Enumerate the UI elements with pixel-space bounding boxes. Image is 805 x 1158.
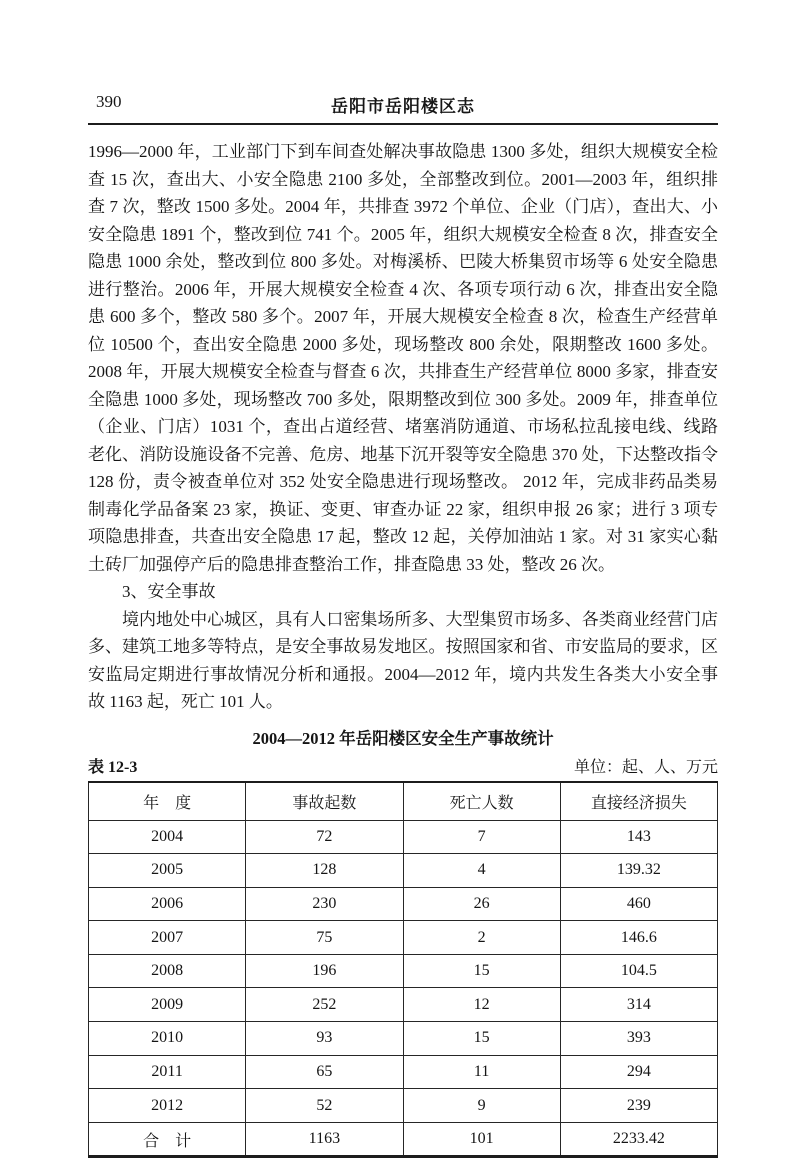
table-row xyxy=(89,820,718,854)
table-cell: 2 xyxy=(403,921,560,955)
page-number: 390 xyxy=(96,92,122,112)
table-cell: 294 xyxy=(560,1055,717,1089)
table-cell: 314 xyxy=(560,988,717,1022)
column-header: 死亡人数 xyxy=(403,782,560,821)
table-cell: 2007 xyxy=(89,921,246,955)
table-cell: 52 xyxy=(246,1089,403,1123)
paragraph: 境内地处中心城区，具有人口密集场所多、大型集贸市场多、各类商业经营门店多、建筑工地多等特点，是安全事故易发地区。按照国家和省、市安监局的要求，区安监局定期进行事故情况分析和通报。2004—2012 年，境内共发生各类大小安全事故 1163 起，死亡 101 人。 xyxy=(88,606,718,716)
table-cell: 1163 xyxy=(246,1122,403,1157)
table-cell: 139.32 xyxy=(560,854,717,888)
table-cell: 2011 xyxy=(89,1055,246,1089)
table-cell: 2009 xyxy=(89,988,246,1022)
table-cell: 143 xyxy=(560,820,717,854)
table-cell: 196 xyxy=(246,954,403,988)
table-row xyxy=(89,921,718,955)
page-content xyxy=(88,92,718,1158)
table-cell: 93 xyxy=(246,1022,403,1056)
table-cell: 72 xyxy=(246,820,403,854)
table-header-row xyxy=(89,782,718,821)
table-row xyxy=(89,988,718,1022)
table-cell: 合 计 xyxy=(89,1122,246,1157)
running-head xyxy=(88,92,718,125)
table-cell: 75 xyxy=(246,921,403,955)
table-cell: 4 xyxy=(403,854,560,888)
table-cell: 12 xyxy=(403,988,560,1022)
table-row xyxy=(89,854,718,888)
table-cell: 460 xyxy=(560,887,717,921)
section-heading: 3、安全事故 xyxy=(88,578,718,606)
total-row xyxy=(89,1122,718,1157)
table-cell: 146.6 xyxy=(560,921,717,955)
body-text xyxy=(88,138,718,716)
table-cell: 2008 xyxy=(89,954,246,988)
table-row xyxy=(89,1055,718,1089)
table-row xyxy=(89,954,718,988)
paragraph: 1996—2000 年，工业部门下到车间查处解决事故隐患 1300 多处，组织大规模安全检查 15 次，查出大、小安全隐患 2100 多处，全部整改到位。2001—2003 年，组织排查 7 次，整改 1500 多处。2004 年，共排查 3972 个单位、企业（门店），查出大、小安全隐患 1891 个，整改到位 741 个。2005 年，组织大规模安全检查 8 次，排查安全隐患 1000 余处，整改到位 800 多处。对梅溪桥、巴陵大桥集贸市场等 6 处安全隐患进行整治。2006 年，开展大规模安全检查 4 次、各项专项行动 6 次，排查出安全隐患 600 多个，整改 580 多个。2007 年，开展大规模安全检查 8 次，检查生产经营单位 10500 个，查出安全隐患 2000 多处，现场整改 800 余处，限期整改 1600 多处。2008 年，开展大规模安全检查与督查 6 次，共排查生产经营单位 8000 多家，排查安全隐患 1000 多处，现场整改 700 多处，限期整改到位 300 多处。2009 年，排查单位（企业、门店）1031 个，查出占道经营、堵塞消防通道、市场私拉乱接电线、线路老化、消防设施设备不完善、危房、地基下沉开裂等安全隐患 370 处，下达整改指令 128 份，责令被查单位对 352 处安全隐患进行现场整改。 2012 年，完成非药品类易制毒化学品备案 23 家，换证、变更、审查办证 22 家，组织申报 26 家；进行 3 项专项隐患排查，共查出安全隐患 17 起，整改 12 起，关停加油站 1 家。对 31 家实心黏土砖厂加强停产后的隐患排查整治工作，排查隐患 33 处，整改 26 次。 xyxy=(88,138,718,578)
table-cell: 9 xyxy=(403,1089,560,1123)
stats-table xyxy=(88,781,718,1158)
table-unit: 单位：起、人、万元 xyxy=(574,754,718,777)
book-title: 岳阳市岳阳楼区志 xyxy=(88,92,718,117)
table-label: 表 12-3 xyxy=(88,754,137,777)
table-cell: 104.5 xyxy=(560,954,717,988)
table-cell: 2004 xyxy=(89,820,246,854)
table-cell: 252 xyxy=(246,988,403,1022)
column-header: 直接经济损失 xyxy=(560,782,717,821)
table-cell: 2012 xyxy=(89,1089,246,1123)
table-cell: 2233.42 xyxy=(560,1122,717,1157)
table-cell: 393 xyxy=(560,1022,717,1056)
table-cell: 239 xyxy=(560,1089,717,1123)
table-cell: 2006 xyxy=(89,887,246,921)
table-cell: 7 xyxy=(403,820,560,854)
table-cell: 230 xyxy=(246,887,403,921)
table-cell: 2010 xyxy=(89,1022,246,1056)
table-row xyxy=(89,1022,718,1056)
table-cell: 65 xyxy=(246,1055,403,1089)
table-cell: 11 xyxy=(403,1055,560,1089)
table-cell: 2005 xyxy=(89,854,246,888)
table-cell: 15 xyxy=(403,1022,560,1056)
table-row xyxy=(89,1089,718,1123)
table-cell: 128 xyxy=(246,854,403,888)
table-cell: 15 xyxy=(403,954,560,988)
table-cell: 26 xyxy=(403,887,560,921)
table-row xyxy=(89,887,718,921)
table-caption-row xyxy=(88,754,718,777)
table-title: 2004—2012 年岳阳楼区安全生产事故统计 xyxy=(88,725,718,749)
column-header: 年 度 xyxy=(89,782,246,821)
table-cell: 101 xyxy=(403,1122,560,1157)
column-header: 事故起数 xyxy=(246,782,403,821)
